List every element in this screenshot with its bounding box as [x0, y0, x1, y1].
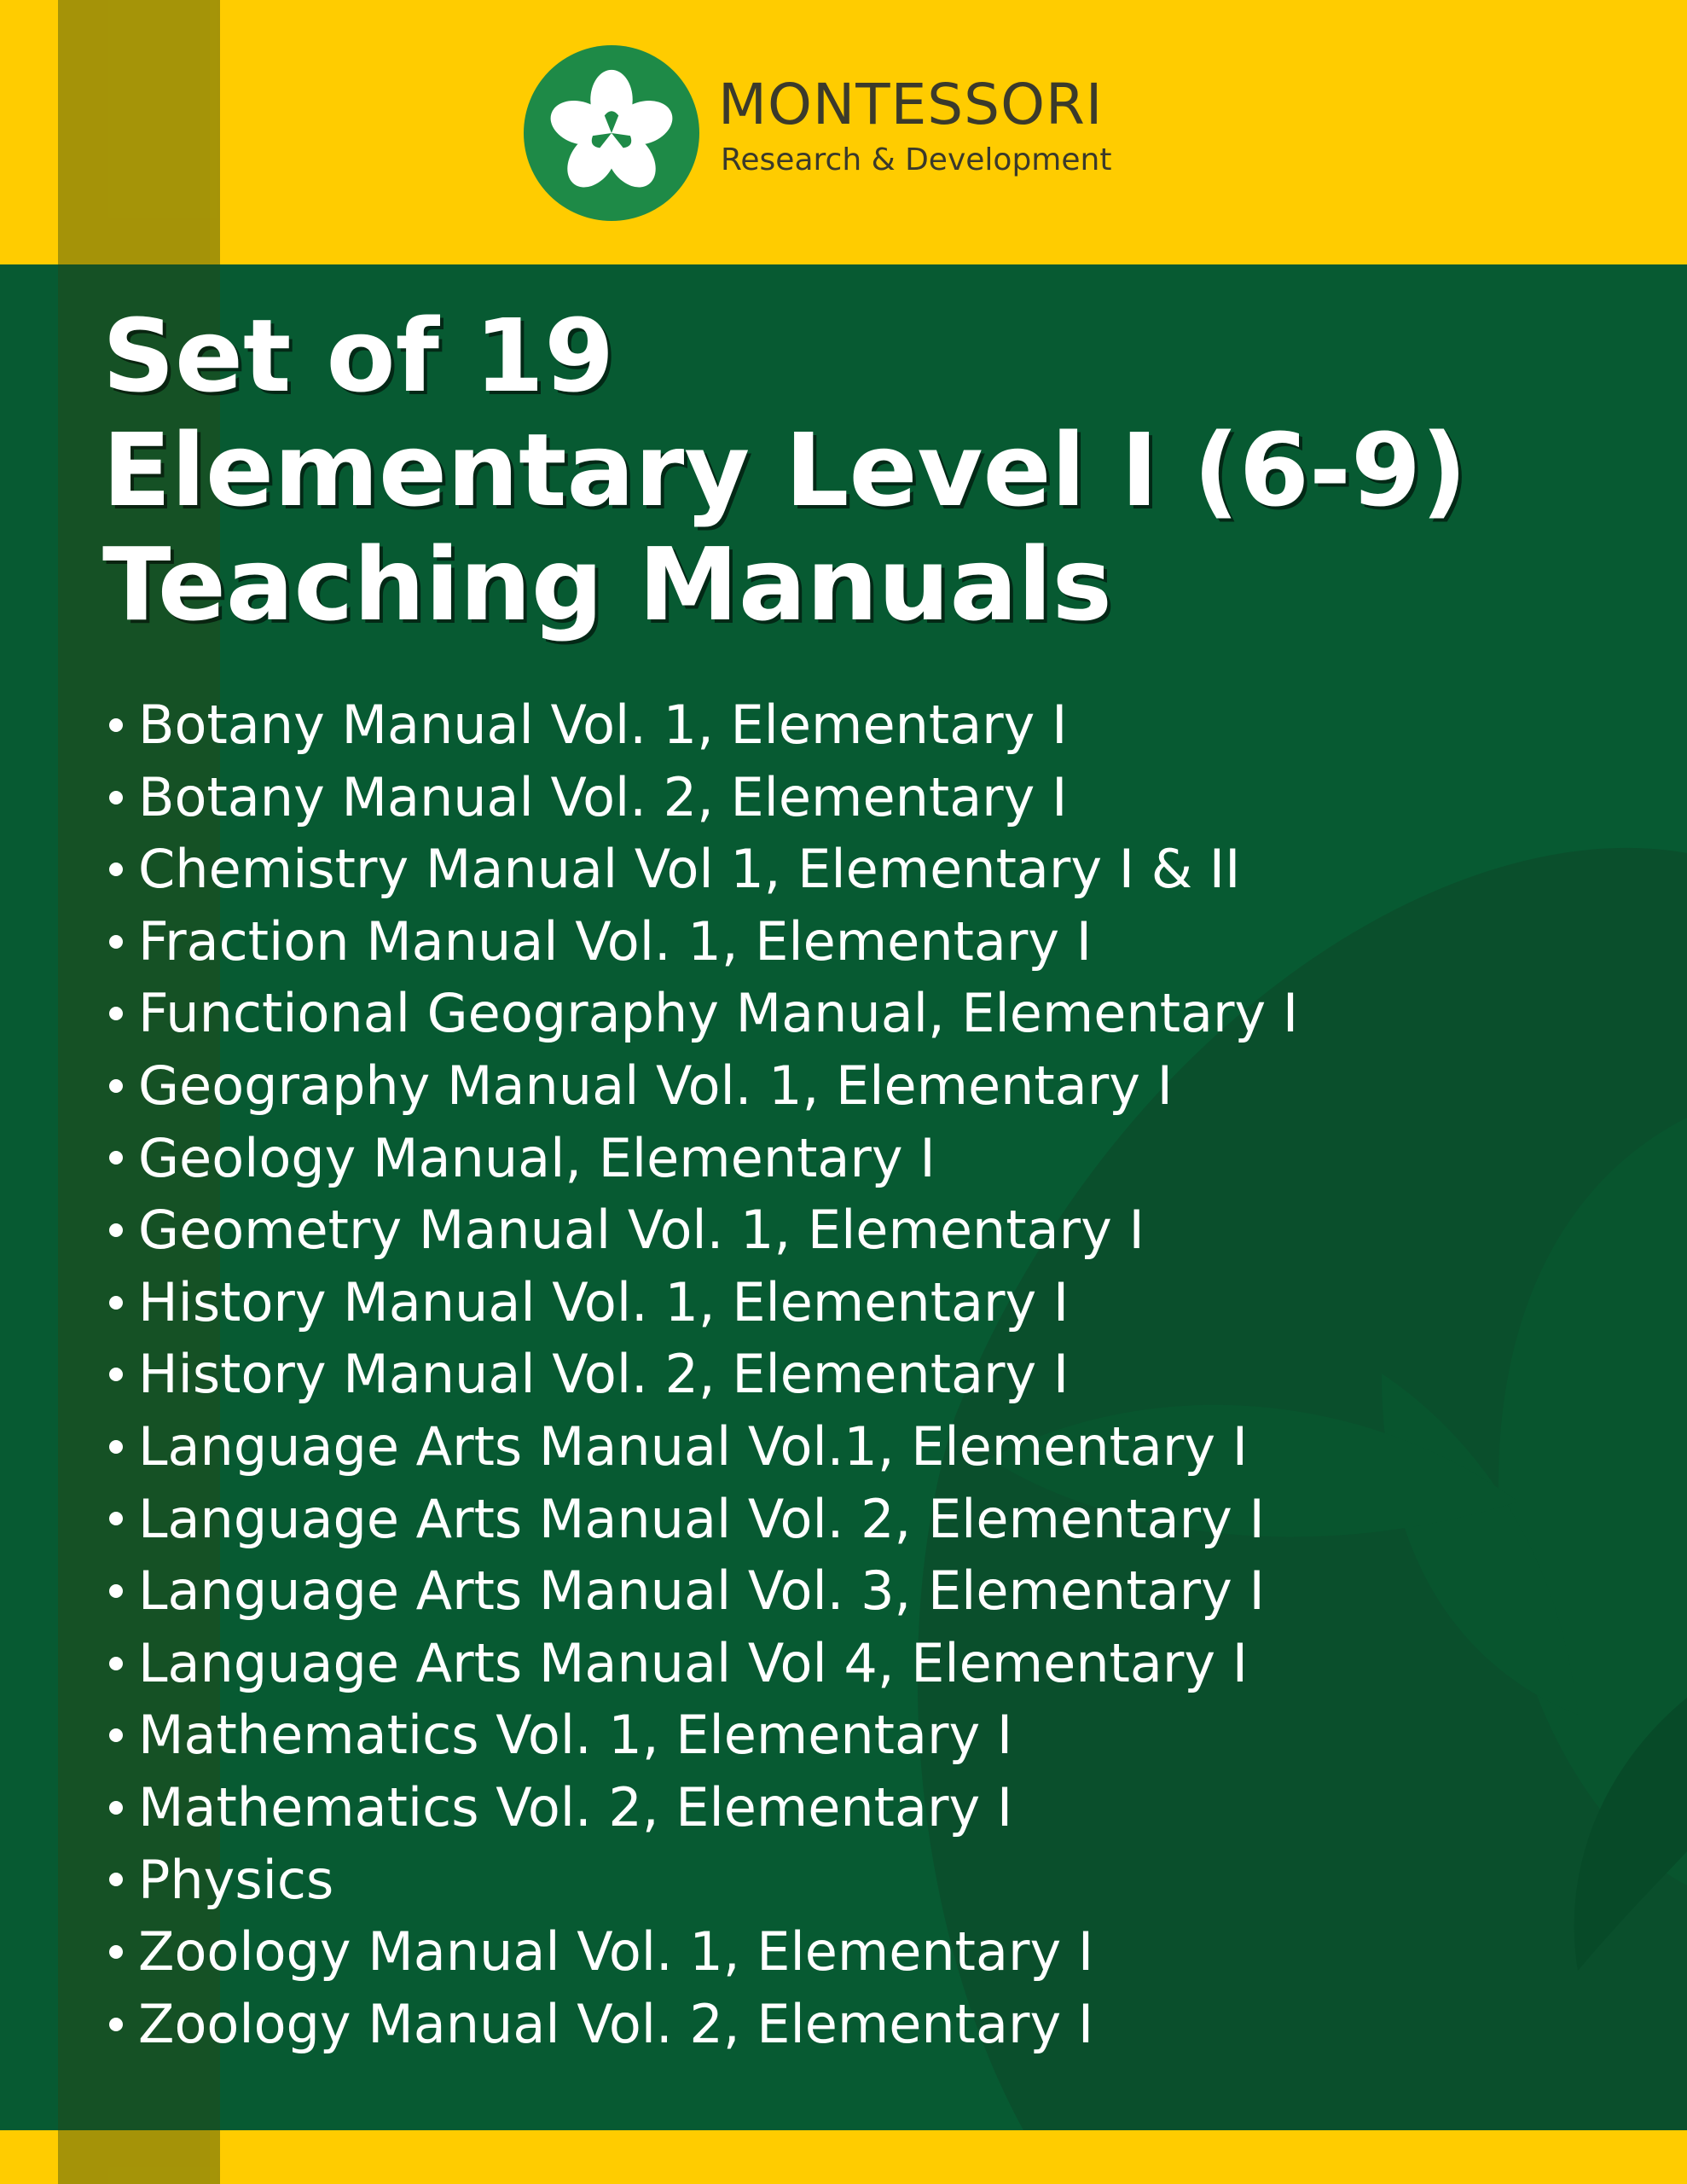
bullet-icon	[109, 1512, 123, 1525]
title-line-count: Set of 19	[102, 297, 615, 415]
list-item-label: Functional Geography Manual, Elementary I	[138, 982, 1299, 1045]
list-item-label: Botany Manual Vol. 2, Elementary I	[138, 765, 1068, 828]
list-item	[102, 1628, 1298, 1700]
bullet-icon	[109, 1945, 123, 1959]
bullet-icon	[109, 1584, 123, 1598]
bullet-icon	[109, 1657, 123, 1670]
list-item	[102, 1555, 1298, 1628]
list-item-label: Zoology Manual Vol. 2, Elementary I	[138, 1992, 1094, 2055]
list-item	[102, 1050, 1298, 1123]
list-item-label: Language Arts Manual Vol 4, Elementary I	[138, 1631, 1249, 1694]
list-item	[102, 1267, 1298, 1339]
bullet-icon	[109, 791, 123, 804]
list-item	[102, 1772, 1298, 1844]
list-item	[102, 1411, 1298, 1484]
list-item-label: Language Arts Manual Vol.1, Elementary I	[138, 1414, 1249, 1478]
list-item-label: Language Arts Manual Vol. 2, Elementary I	[138, 1487, 1265, 1550]
list-item-label: Physics	[138, 1848, 334, 1911]
brand-name: MONTESSORI	[718, 72, 1104, 137]
list-item-label: Botany Manual Vol. 1, Elementary I	[138, 694, 1068, 756]
list-item-label: Mathematics Vol. 1, Elementary I	[138, 1704, 1013, 1767]
bullet-icon	[109, 1223, 123, 1237]
bullet-icon	[109, 1151, 123, 1165]
bullet-icon	[109, 1007, 123, 1020]
list-item-label: Zoology Manual Vol. 1, Elementary I	[138, 1920, 1094, 1984]
list-item-label: Geometry Manual Vol. 1, Elementary I	[138, 1199, 1145, 1262]
bullet-icon	[109, 1873, 123, 1886]
list-item-label: Mathematics Vol. 2, Elementary I	[138, 1775, 1013, 1838]
bullet-icon	[109, 1801, 123, 1815]
list-item-label: Chemistry Manual Vol 1, Elementary I & II	[138, 838, 1241, 901]
bullet-icon	[109, 863, 123, 876]
list-item	[102, 1339, 1298, 1411]
list-item-label: Fraction Manual Vol. 1, Elementary I	[138, 909, 1093, 973]
title-line-level: Elementary Level I (6-9)	[102, 411, 1468, 529]
list-item	[102, 1844, 1298, 1917]
list-item-label: Geology Manual, Elementary I	[138, 1126, 936, 1189]
list-item	[102, 1989, 1298, 2061]
bullet-icon	[109, 1296, 123, 1310]
list-item	[102, 906, 1298, 979]
list-item	[102, 1484, 1298, 1556]
bullet-icon	[109, 718, 123, 732]
list-item-label: Language Arts Manual Vol. 3, Elementary I	[138, 1560, 1265, 1623]
header-band	[0, 0, 1687, 264]
bullet-icon	[109, 1368, 123, 1381]
bullet-icon	[109, 1728, 123, 1742]
list-item	[102, 1699, 1298, 1772]
list-item	[102, 689, 1298, 762]
title-line-manuals: Teaching Manuals	[102, 526, 1112, 643]
list-item	[102, 1123, 1298, 1195]
list-item	[102, 978, 1298, 1050]
list-item-label: History Manual Vol. 1, Elementary I	[138, 1270, 1070, 1333]
manual-list	[102, 689, 1298, 2060]
list-item-label: History Manual Vol. 2, Elementary I	[138, 1343, 1070, 1406]
brand-tagline: Research & Development	[721, 142, 1112, 177]
bullet-icon	[109, 935, 123, 949]
page-title	[102, 299, 1467, 642]
list-item	[102, 1916, 1298, 1989]
list-item	[102, 834, 1298, 906]
list-item	[102, 1194, 1298, 1267]
bullet-icon	[109, 1440, 123, 1454]
list-item	[102, 762, 1298, 834]
footer-band	[0, 2130, 1687, 2184]
bullet-icon	[109, 2018, 123, 2031]
bullet-icon	[109, 1079, 123, 1093]
flower-logo-icon	[524, 45, 699, 221]
list-item-label: Geography Manual Vol. 1, Elementary I	[138, 1054, 1173, 1117]
